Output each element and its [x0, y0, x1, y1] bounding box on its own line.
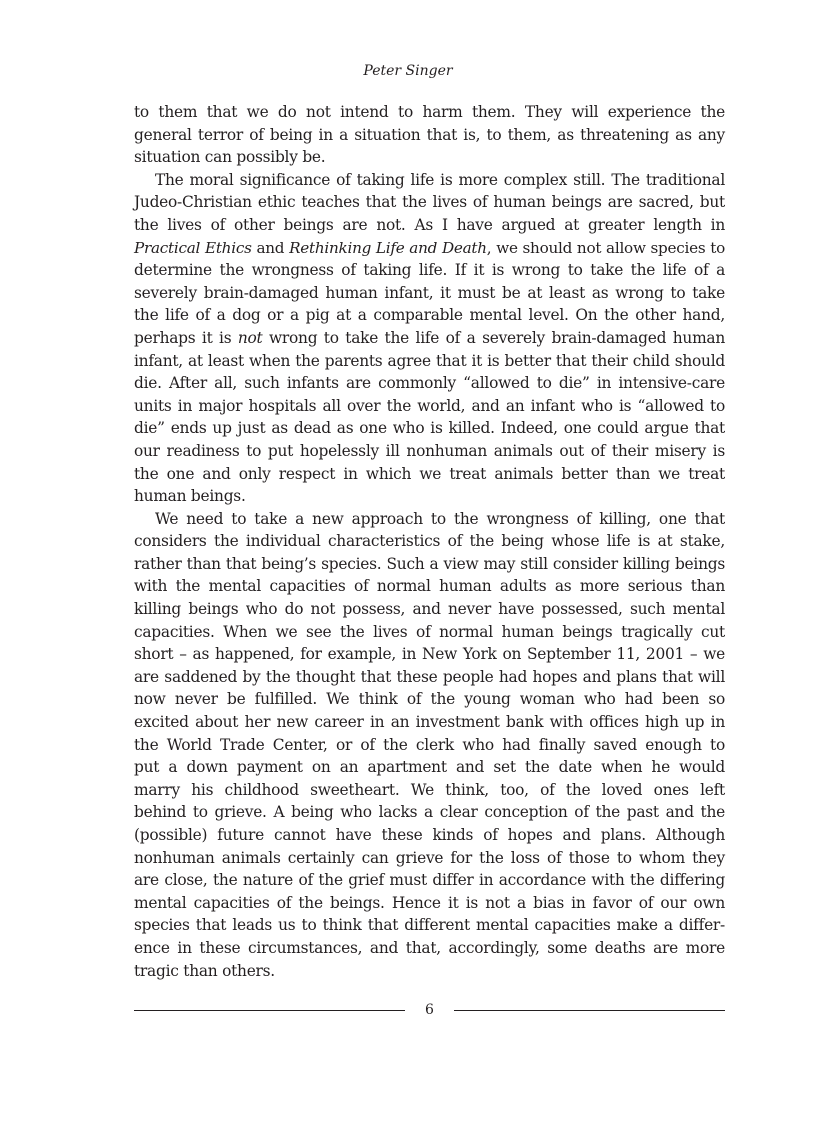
text-line: the lives of other beings are not. As I have argued at greater length in: [134, 215, 725, 234]
footer-rule-right: [454, 1010, 725, 1011]
page-number: 6: [425, 1002, 434, 1018]
text-line: Practical Ethics and Rethinking Life and Death, we should not allow species to: [134, 238, 725, 257]
text-line: mental capacities of the beings. Hence it is not a bias in favor of our own: [134, 893, 725, 912]
text-line: considers the individual characteristics of the being whose life is at stake,: [134, 532, 725, 551]
text-line: species that leads us to think that different mental capacities make a differ-: [134, 916, 725, 935]
text-line: our readiness to put hopelessly ill nonhuman animals out of their misery is: [134, 441, 725, 460]
text-line: killing beings who do not possess, and never have possessed, such mental: [134, 600, 725, 619]
text-line: behind to grieve. A being who lacks a clear conception of the past and the: [134, 803, 725, 822]
text-line: with the mental capacities of normal human adults as more serious than: [134, 577, 725, 596]
footer-rule-left: [134, 1010, 405, 1011]
text-line: are saddened by the thought that these people had hopes and plans that will: [134, 667, 725, 686]
text-line: to them that we do not intend to harm them. They will experience the: [134, 103, 725, 121]
text-line: Judeo-Christian ethic teaches that the lives of human beings are sacred, but: [134, 193, 725, 212]
text-line: (possible) future cannot have these kinds of hopes and plans. Although: [134, 826, 725, 844]
text-line: the life of a dog or a pig at a comparable mental level. On the other hand,: [134, 306, 725, 325]
text-line: now never be fulfilled. We think of the young woman who had been so: [134, 690, 725, 709]
text-line: marry his childhood sweetheart. We think, too, of the loved ones left: [134, 780, 725, 799]
emphasis: not: [237, 328, 263, 347]
text-line: die. After all, such infants are commonly “allowed to die” in intensive-care: [134, 374, 725, 393]
text-line: severely brain-damaged human infant, it must be at least as wrong to take: [134, 283, 725, 302]
text-line: human beings.: [134, 487, 246, 506]
page-footer: [134, 1000, 725, 1020]
text-line: nonhuman animals certainly can grieve for the loss of those to whom they: [134, 848, 725, 867]
text-line: determine the wrongness of taking life. If it is wrong to take the life of a: [134, 261, 725, 280]
book-title: Rethinking Life and Death: [289, 238, 487, 257]
text-line: The moral significance of taking life is more complex still. The traditional: [155, 170, 725, 189]
text-line: excited about her new career in an investment bank with offices high up in: [134, 713, 725, 732]
text-line: infant, at least when the parents agree that it is better that their child should: [134, 351, 725, 370]
text-line: situation can possibly be.: [134, 148, 326, 167]
text-line: perhaps it is not wrong to take the life of a severely brain-damaged human: [134, 328, 726, 347]
text-line: ence in these circumstances, and that, accordingly, some deaths are more: [134, 938, 725, 957]
body-text: [134, 101, 725, 982]
text-line: the World Trade Center, or of the clerk who had finally saved enough to: [134, 735, 725, 754]
text-line: rather than that being’s species. Such a view may still consider killing beings: [134, 554, 725, 573]
text-line: put a down payment on an apartment and set the date when he would: [134, 758, 725, 777]
text-line: capacities. When we see the lives of normal human beings tragically cut: [134, 622, 725, 641]
book-title: Practical Ethics: [134, 238, 252, 257]
text-line: general terror of being in a situation that is, to them, as threatening as any: [134, 125, 725, 144]
text-line: short – as happened, for example, in New York on September 11, 2001 – we: [134, 645, 725, 664]
text-line: the one and only respect in which we treat animals better than we treat: [134, 464, 725, 483]
text-line: tragic than others.: [134, 961, 275, 980]
running-head: Peter Singer: [363, 63, 453, 79]
text-line: are close, the nature of the grief must differ in accordance with the differing: [134, 871, 725, 890]
text-line: We need to take a new approach to the wrongness of killing, one that: [155, 509, 725, 528]
text-line: die” ends up just as dead as one who is killed. Indeed, one could argue that: [134, 419, 725, 438]
text-line: units in major hospitals all over the world, and an infant who is “allowed to: [134, 396, 725, 415]
